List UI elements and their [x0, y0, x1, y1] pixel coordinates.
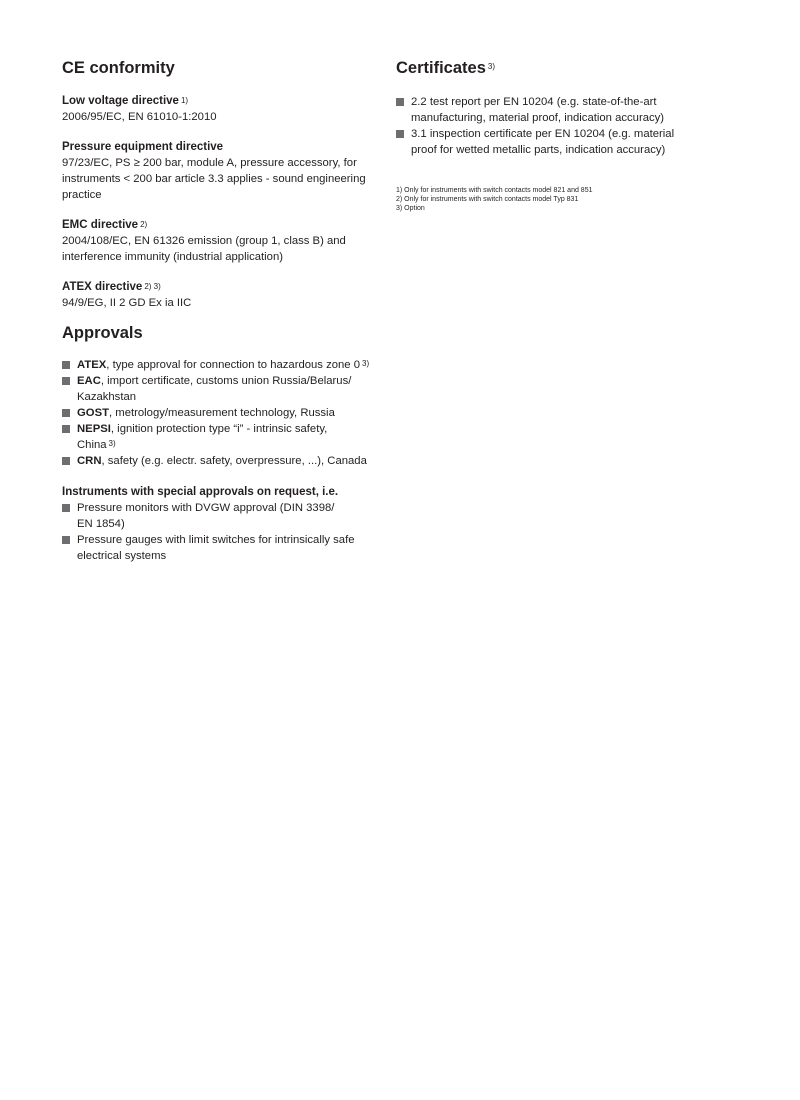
square-bullet-icon: [62, 409, 70, 417]
approval-name: EAC: [77, 375, 101, 387]
ce-conformity-heading: CE conformity: [62, 59, 175, 77]
footnote: 3) Option: [396, 205, 425, 212]
approval-desc: , ignition protection type “i” - intrinsic safety, China: [77, 423, 328, 451]
directive-pressure-equipment: [62, 140, 382, 203]
approval-desc: , import certificate, customs union Russia/Belarus/ Kazakhstan: [77, 375, 352, 403]
directive-title: Pressure equipment directive: [62, 141, 224, 153]
square-bullet-icon: [62, 504, 70, 512]
square-bullet-icon: [62, 361, 70, 369]
directive-emc: [62, 218, 382, 265]
square-bullet-icon: [62, 536, 70, 544]
footnote-ref: 3): [487, 62, 495, 71]
list-item: [62, 453, 382, 469]
footnote-ref: 1): [180, 96, 189, 105]
footnotes: [396, 186, 696, 213]
directive-atex: [62, 280, 382, 311]
footnote-ref: 2): [140, 220, 148, 229]
square-bullet-icon: [62, 377, 70, 385]
footnote: 2) Only for instruments with switch contacts model Typ 831: [396, 196, 579, 203]
approval-name: GOST: [77, 407, 110, 419]
certificates-heading: Certificates $^{3)}$: [396, 59, 495, 77]
directive-body: 2004/108/EC, EN 61326 emission (group 1, class B) and interference immunity (industrial application): [62, 235, 346, 263]
footnote-ref: 3): [362, 359, 370, 368]
approval-name: CRN: [77, 455, 102, 467]
special-approvals-title: Instruments with special approvals on request, i.e.: [62, 486, 339, 498]
footnote: 1) Only for instruments with switch contacts model 821 and 851: [396, 187, 593, 194]
list-item: Pressure monitors with DVGW approval (DIN 3398/ EN 1854): [62, 500, 382, 532]
approval-desc: , type approval for connection to hazardous zone 0: [106, 359, 361, 371]
square-bullet-icon: [62, 457, 70, 465]
square-bullet-icon: [396, 98, 404, 106]
list-item: [62, 405, 382, 421]
approval-name: ATEX: [77, 359, 107, 371]
list-item: [62, 373, 382, 405]
list-item: 2.2 test report per EN 10204 (e.g. state-of-the-art manufacturing, material proof, indication accuracy): [396, 94, 696, 126]
list-item: [62, 357, 382, 373]
directive-title: ATEX directive: [62, 281, 143, 293]
directive-low-voltage: [62, 94, 382, 125]
directive-body: 97/23/EC, PS ≥ 200 bar, module A, pressure accessory, for instruments < 200 bar article 3.3 applies - sound engineering practice: [62, 157, 366, 201]
square-bullet-icon: [396, 130, 404, 138]
approval-name: NEPSI: [77, 423, 111, 435]
special-approvals-list: [62, 500, 382, 564]
right-column: [396, 58, 696, 213]
left-column: [62, 58, 382, 564]
approvals-heading: Approvals: [62, 324, 143, 342]
approval-desc: , safety (e.g. electr. safety, overpressure, ...), Canada: [101, 455, 367, 467]
directive-title: EMC directive: [62, 219, 139, 231]
directive-body: 94/9/EG, II 2 GD Ex ia IIC: [62, 297, 192, 309]
approval-desc: , metrology/measurement technology, Russia: [109, 407, 335, 419]
approvals-list: [62, 357, 382, 469]
square-bullet-icon: [62, 425, 70, 433]
list-item: [62, 421, 382, 453]
footnote-ref: 2) 3): [144, 282, 161, 291]
list-item: 3.1 inspection certificate per EN 10204 (e.g. material proof for wetted metallic parts, indication accuracy): [396, 126, 696, 158]
list-item: Pressure gauges with limit switches for intrinsically safe electrical systems: [62, 532, 382, 564]
certificates-list: [396, 94, 696, 158]
footnote-ref: 3): [108, 439, 116, 448]
directive-title: Low voltage directive: [62, 95, 179, 107]
directive-body: 2006/95/EC, EN 61010-1:2010: [62, 111, 217, 123]
